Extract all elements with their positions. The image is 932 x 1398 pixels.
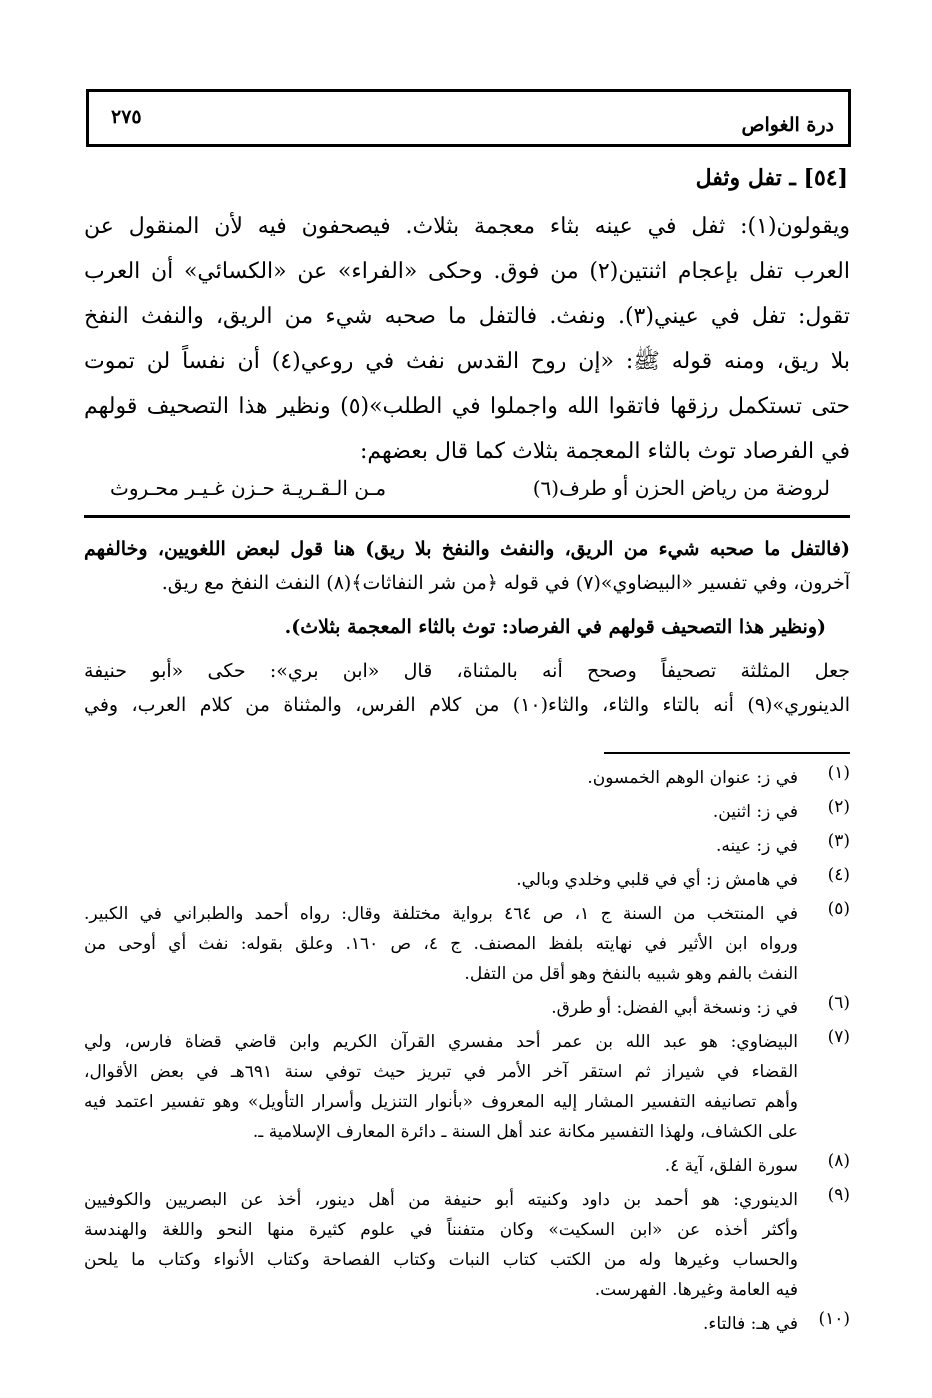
main-line: حتى تستكمل رزقها فاتقوا الله واجملوا في الطلب»(٥) ونظير هذا التصحيف قولهم [84, 394, 850, 419]
footnote-number: (٦) [827, 993, 850, 1013]
footnote-number: (٤) [827, 865, 850, 885]
footnote-line: سورة الفلق، آية ٤. [664, 1156, 798, 1176]
footnote-line: الدينوري: هو أحمد بن داود وكنيته أبو حنيفة من أهل دينور، أخذ عن البصريين والكوفيين [84, 1190, 798, 1210]
footnote [84, 763, 850, 793]
main-line: في الفرصاد توث بالثاء المعجمة بثلاث كما قال بعضهم: [359, 439, 850, 464]
running-title: درة الغواص [741, 114, 834, 136]
footnote [84, 865, 850, 895]
footnote-line: والحساب وغيرها وله من الكتب كتاب النبات وكتاب الفصاحة وكتاب الأنواء وكتاب ما يلحن [84, 1250, 798, 1270]
main-line: بلا ريق، ومنه قوله ﷺ: «إن روح القدس نفث في روعي(٤) أن نفساً لن تموت [84, 349, 850, 374]
footnote [84, 1185, 850, 1305]
footnote [84, 1309, 850, 1339]
footnote-line: في هـ: فالتاء. [703, 1314, 798, 1334]
main-line: ويقولون(١): ثفل في عينه بثاء معجمة بثلاث. فيصحفون فيه لأن المنقول عن [84, 214, 850, 239]
footnote-line: فيه العامة وغيرها. الفهرست. [594, 1280, 798, 1300]
footnote-line: في ز: اثنين. [712, 802, 798, 822]
main-line: تقول: تفل في عيني(٣). ونفث. فالتفل ما صحبه شيء من الريق، والنفث النفخ [84, 304, 850, 329]
footnote-line: البيضاوي: هو عبد الله بن عمر أحد مفسري القرآن الكريم وابن قاضي قضاة فارس، ولي [84, 1032, 798, 1052]
commentary-paragraph [84, 654, 850, 722]
commentary-line: آخرون، وفي تفسير «البيضاوي»(٧) في قوله ﴿من شر النفاثات﴾(٨) النفث النفخ مع ريق. [161, 572, 850, 594]
footnote-line: النفث بالفم وهو شبيه بالنفخ وهو أقل من التفل. [464, 964, 798, 984]
commentary-line: (ونظير هذا التصحيف قولهم في الفرصاد: توث بالثاء المعجمة بثلاث). [284, 616, 826, 638]
footnote [84, 831, 850, 861]
commentary-paragraph [84, 610, 850, 644]
commentary-paragraph [84, 532, 850, 600]
commentary-line: (فالتفل ما صحبه شيء من الريق، والنفث والنفخ بلا ريق) هنا قول لبعض اللغويين، وخالفهم [84, 538, 850, 560]
footnote-number: (٥) [827, 899, 850, 919]
footnote-number: (٣) [827, 831, 850, 851]
footnote-number: (١٠) [818, 1309, 850, 1329]
footnote-line: وأكثر أخذه عن «ابن السكيت» وكان متفنناً في علوم كثيرة منها النحو واللغة والهندسة [84, 1220, 798, 1240]
footnote [84, 993, 850, 1023]
verse-first-hemistich: لروضة من رياض الحزن أو طرف(٦) [532, 476, 830, 500]
footnote-number: (٨) [827, 1151, 850, 1171]
footnote-line: ورواه ابن الأثير في نهايته بلفظ المصنف. ج ٤، ص ١٦٠. وعلق بقوله: نفث أي أوحى من [84, 934, 798, 954]
commentary-line: جعل المثلثة تصحيفاً وصحح أنه بالمثناة، قال «ابن بري»: حكى «أبو حنيفة [84, 660, 850, 682]
footnote [84, 1151, 850, 1181]
footnote [84, 899, 850, 989]
footnote-line: وأهم تصانيفه التفسير المشار إليه المعروف «بأنوار التنزيل وأسرار التأويل» وهو تفسير اعتمد فيه [84, 1092, 798, 1112]
main-text [84, 204, 850, 474]
footnote-line: في ز: ونسخة أبي الفضل: أو طرق. [551, 998, 798, 1018]
poetry-verse [110, 470, 830, 510]
footnote-number: (١) [827, 763, 850, 783]
footnote [84, 1027, 850, 1147]
footnote-number: (٢) [827, 797, 850, 817]
footnote-line: في ز: عنوان الوهم الخمسون. [587, 768, 798, 788]
footnote-number: (٧) [827, 1027, 850, 1047]
footnote-number: (٩) [827, 1185, 850, 1205]
commentary-divider [84, 515, 850, 518]
footnote-line: في المنتخب من السنة ج ١، ص ٤٦٤ برواية مختلفة وقال: رواه أحمد والطبراني في الكبير. [84, 904, 798, 924]
commentary-line: الدينوري»(٩) أنه بالتاء والثاء، والثاء(١٠) من كلام الفرس، والمثناة من كلام العرب، وفي [84, 694, 850, 716]
footnote-line: القضاء في شيراز ثم استقر آخر الأمر في تبريز حيث توفي سنة ٦٩١هـ في بعض الأقوال، [84, 1062, 798, 1082]
main-line: العرب تفل بإعجام اثنتين(٢) من فوق. وحكى «الفراء» عن «الكسائي» أن العرب [84, 259, 850, 284]
footnote-line: في ز: عينه. [716, 836, 798, 856]
footnote-line: على الكشاف، ولهذا التفسير مكانة عند أهل السنة ـ دائرة المعارف الإسلامية ـ. [252, 1122, 798, 1142]
footnote-line: في هامش ز: أي في قلبي وخلدي وبالي. [516, 870, 798, 890]
commentary [84, 532, 850, 722]
footnote [84, 797, 850, 827]
page-number: ٢٧٥ [111, 106, 142, 128]
footnotes [84, 763, 850, 1343]
footnote-divider [604, 752, 850, 754]
section-title: [٥٤] ـ تفل وثفل [695, 165, 848, 191]
page-header [86, 89, 851, 147]
verse-second-hemistich: مـن الـقـريـة حـزن غـيـر محـروث [110, 476, 387, 500]
